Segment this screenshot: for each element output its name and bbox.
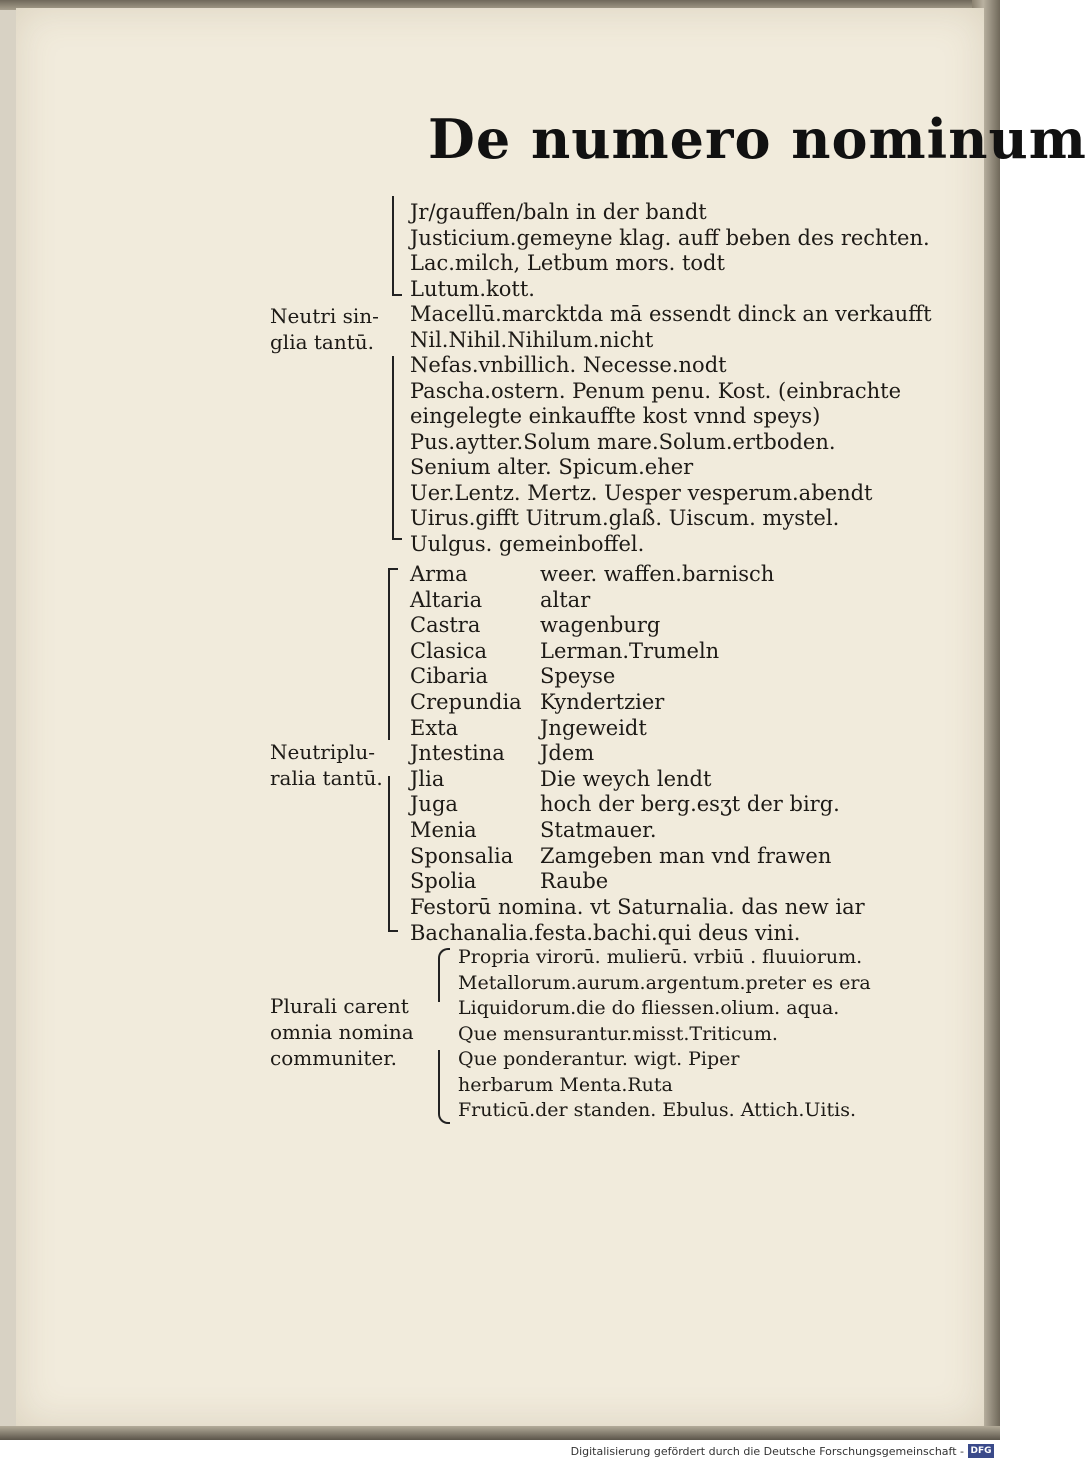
pluralia-german: Zamgeben man vnd frawen [540, 843, 832, 868]
pluralia-latin: Arma [410, 562, 468, 586]
pluralia-german: Jdem [540, 741, 595, 766]
singularia-entry: Uer.Lentz. Mertz. Uesper vesperum.abendt [410, 480, 873, 505]
plurali-carent-label-2: omnia nomina [270, 1020, 414, 1044]
pluralia-latin: Cibaria [410, 664, 489, 689]
brace-pluralia-upper [388, 568, 398, 740]
pluralia-trailing: Bachanalia.festa.bachi.qui deus vini. [410, 920, 801, 945]
carent-entry: Metallorum.aurum.argentum.preter es era [458, 971, 871, 994]
page-title: De numero nominum [428, 107, 1087, 171]
pluralia-latin: Altaria [410, 587, 483, 612]
pluralia-latin: Juga [410, 792, 458, 817]
pluralia-latin: Jntestina [410, 741, 505, 766]
carent-entry: Que mensurantur.misst.Triticum. [458, 1022, 778, 1045]
pluralia-latin: Clasica [410, 638, 488, 663]
footer-bar [0, 1440, 1000, 1463]
carent-entry: Propria virorū. mulierū. vrbiū . fluuiorum. [458, 946, 863, 968]
pluralia-german: Jngeweidt [540, 715, 647, 740]
pluralia-german: Speyse [540, 664, 616, 689]
brace-carent-upper [438, 948, 450, 1002]
pluralia-german: wagenburg [540, 613, 661, 638]
plurali-carent-label-1: Plurali carent [270, 994, 409, 1018]
pluralia-german: Lerman.Trumeln [540, 638, 720, 663]
singularia-entry: eingelegte einkauffte kost vnnd speys) [410, 404, 821, 428]
singularia-entry: Uulgus. gemeinboffel. [410, 531, 645, 556]
singularia-entry: Jr/gauffen/baln in der bandt [410, 200, 707, 224]
singularia-entry: Pus.aytter.Solum mare.Solum.ertboden. [410, 429, 836, 454]
brace-carent-lower [438, 1050, 450, 1124]
neutri-singularia-label-1: Neutri sin- [270, 304, 379, 328]
pluralia-latin: Spolia [410, 869, 477, 894]
singularia-entry: Macellū.marcktda mā essendt dinck an verkaufft [410, 302, 932, 326]
carent-entry: herbarum Menta.Ruta [458, 1073, 673, 1096]
singularia-entry: Nefas.vnbillich. Necesse.nodt [410, 353, 727, 377]
pluralia-latin: Exta [410, 715, 459, 740]
singularia-entry: Pascha.ostern. Penum penu. Kost. (einbrachte [410, 378, 902, 403]
pluralia-latin: Crepundia [410, 690, 522, 714]
pluralia-german: Kyndertzier [540, 690, 665, 714]
singularia-entry: Lutum.kott. [410, 276, 535, 301]
footer-credit: Digitalisierung gefördert durch die Deutsche Forschungsgemeinschaft - [570, 1445, 964, 1458]
pluralia-latin: Menia [410, 818, 477, 842]
pluralia-german: hoch der berg.esʒt der birg. [540, 792, 840, 817]
pluralia-latin: Jlia [410, 766, 445, 791]
dfg-logo: DFG [968, 1444, 994, 1458]
carent-entry: Liquidorum.die do fliessen.olium. aqua. [458, 997, 840, 1019]
pluralia-latin: Sponsalia [410, 843, 514, 868]
pluralia-latin: Castra [410, 613, 481, 638]
brace-pluralia-lower [388, 776, 398, 932]
singularia-entry: Nil.Nihil.Nihilum.nicht [410, 327, 654, 352]
brace-lower [392, 356, 402, 540]
pluralia-german: Die weych lendt [540, 766, 712, 791]
singularia-entry: Justicium.gemeyne klag. auff beben des rechten. [410, 225, 930, 250]
singularia-entry: Lac.milch, Letbum mors. todt [410, 251, 725, 275]
carent-entry: Que ponderantur. wigt. Piper [458, 1048, 740, 1070]
scan-bottom-edge [0, 1426, 1000, 1440]
pluralia-trailing: Festorū nomina. vt Saturnalia. das new iar [410, 895, 865, 919]
pluralia-german: altar [540, 587, 591, 612]
pluralia-german: Raube [540, 869, 609, 894]
neutri-singularia-label-2: glia tantū. [270, 330, 374, 354]
brace-upper [392, 196, 402, 296]
carent-entry: Fruticū.der standen. Ebulus. Attich.Uitis. [458, 1099, 856, 1121]
neutri-pluralia-label-2: ralia tantū. [270, 766, 383, 790]
singularia-entry: Senium alter. Spicum.eher [410, 455, 694, 479]
plurali-carent-label-3: communiter. [270, 1046, 397, 1070]
neutri-pluralia-label-1: Neutriplu- [270, 740, 376, 764]
singularia-entry: Uirus.gifft Uitrum.glaß. Uiscum. mystel. [410, 506, 840, 530]
pluralia-german: Statmauer. [540, 818, 657, 842]
pluralia-german: weer. waffen.barnisch [540, 562, 775, 586]
